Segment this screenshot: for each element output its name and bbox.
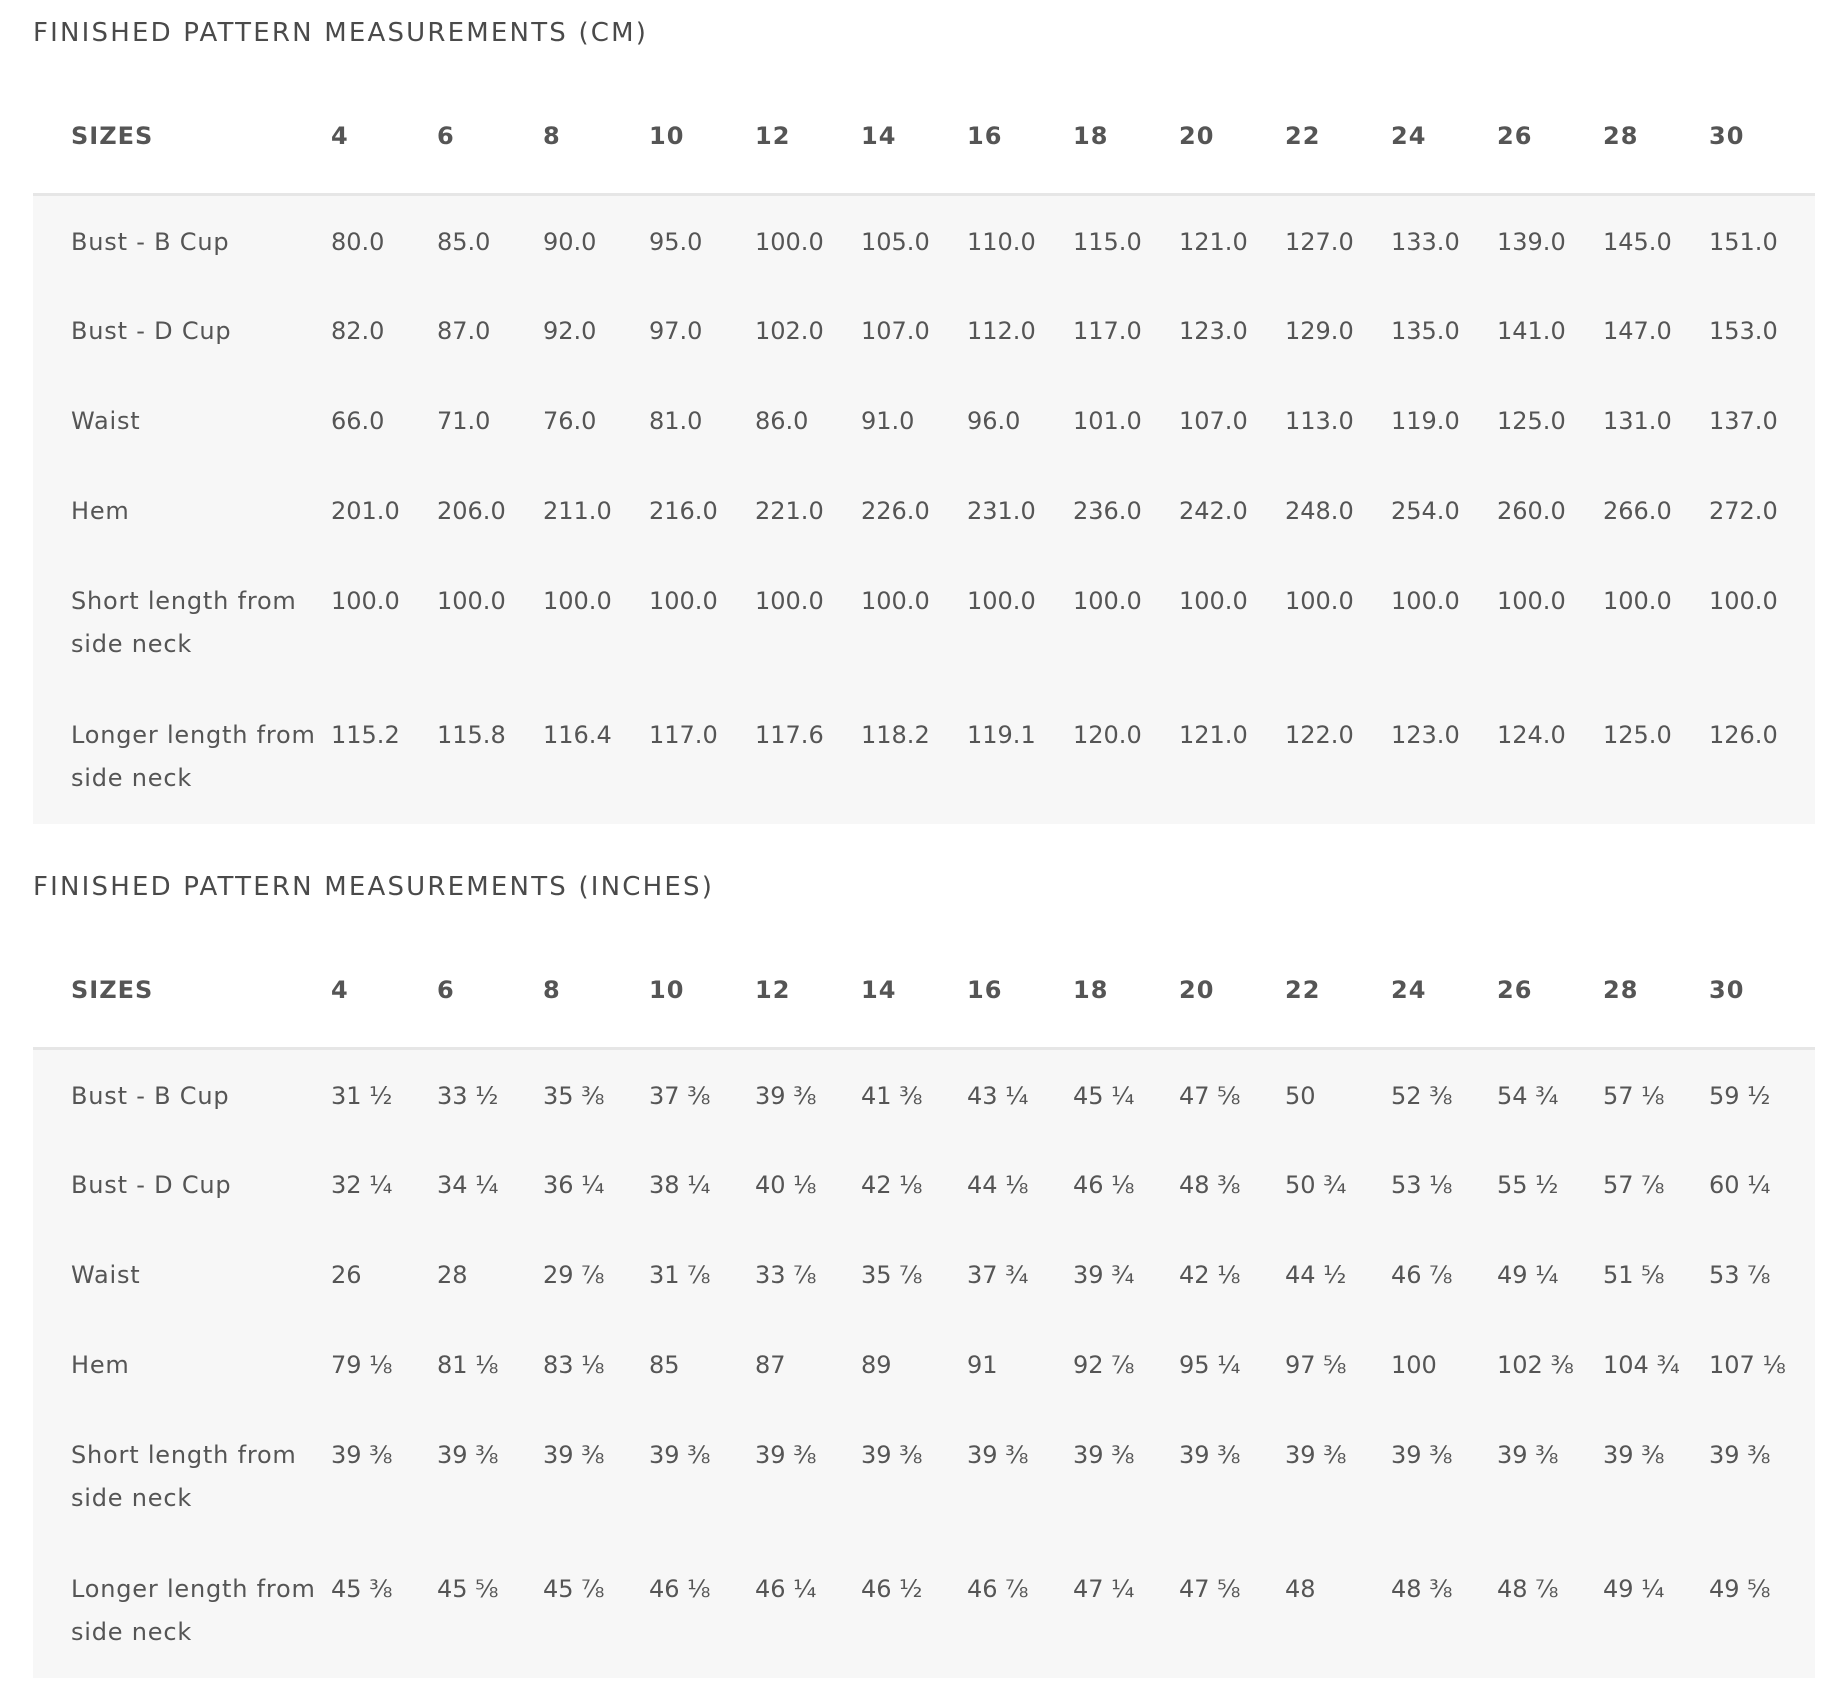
table-cell: 43 ¼ (967, 1082, 1029, 1110)
table-cell: 242.0 (1179, 497, 1248, 525)
table-cell: 135.0 (1391, 317, 1460, 345)
table-cell: 260.0 (1497, 497, 1566, 525)
table-cell: 151.0 (1709, 228, 1778, 256)
header-size: 28 (1603, 78, 1709, 195)
table-cell: 55 ½ (1497, 1171, 1559, 1199)
table-cell: 117.6 (755, 721, 824, 749)
table-cell: 81.0 (649, 407, 703, 435)
table-cell: 137.0 (1709, 407, 1778, 435)
table-cell: 97.0 (649, 317, 703, 345)
header-size: 4 (331, 78, 437, 195)
table-cell: 47 ⅝ (1179, 1575, 1241, 1603)
table-cell: 39 ⅜ (1073, 1441, 1135, 1469)
table-cell: 53 ⅛ (1391, 1171, 1453, 1199)
table-cell: 41 ⅜ (861, 1082, 923, 1110)
table-cell: 102 ⅜ (1497, 1351, 1574, 1379)
table-cell: 206.0 (437, 497, 506, 525)
table-cell: 221.0 (755, 497, 824, 525)
table-cell: 102.0 (755, 317, 824, 345)
table-cell: 46 ½ (861, 1575, 923, 1603)
row-label: Longer length from side neck (71, 721, 316, 792)
table-cell: 34 ¼ (437, 1171, 499, 1199)
header-spacer (33, 932, 71, 1049)
row-spacer (33, 376, 71, 466)
table-cell: 39 ⅜ (1391, 1441, 1453, 1469)
table-cell: 87.0 (437, 317, 491, 345)
table-cell: 53 ⅞ (1709, 1261, 1771, 1289)
row-label: Hem (71, 497, 130, 525)
table-cell: 129.0 (1285, 317, 1354, 345)
table-cell: 46 ⅛ (1073, 1171, 1135, 1199)
table-cell: 60 ¼ (1709, 1171, 1771, 1199)
row-spacer (33, 1230, 71, 1320)
table-cell: 85 (649, 1351, 680, 1379)
table-cell: 118.2 (861, 721, 930, 749)
table-cell: 48 ⅜ (1179, 1171, 1241, 1199)
table-cell: 86.0 (755, 407, 809, 435)
table-cell: 46 ⅞ (1391, 1261, 1453, 1289)
table-cell: 115.2 (331, 721, 400, 749)
header-size: 24 (1391, 78, 1497, 195)
table-row (33, 1049, 1815, 1141)
header-size: 20 (1179, 78, 1285, 195)
table-cell: 89 (861, 1351, 892, 1379)
table-cell: 123.0 (1391, 721, 1460, 749)
table-cell: 104 ¾ (1603, 1351, 1680, 1379)
table-row (33, 286, 1815, 376)
row-label: Bust - B Cup (71, 1082, 230, 1110)
table-cell: 83 ⅛ (543, 1351, 605, 1379)
row-spacer (33, 286, 71, 376)
header-size: 10 (649, 932, 755, 1049)
table-cell: 26 (331, 1261, 362, 1289)
header-size: 30 (1709, 78, 1815, 195)
table-cell: 139.0 (1497, 228, 1566, 256)
table-cell: 87 (755, 1351, 786, 1379)
row-label: Waist (71, 1261, 141, 1289)
header-size: 22 (1285, 932, 1391, 1049)
table-cell: 226.0 (861, 497, 930, 525)
table-cell: 79 ⅛ (331, 1351, 393, 1379)
table-cell: 50 (1285, 1082, 1316, 1110)
table-cell: 236.0 (1073, 497, 1142, 525)
table-cell: 117.0 (1073, 317, 1142, 345)
table-row (33, 376, 1815, 466)
table-cell: 28 (437, 1261, 468, 1289)
row-label: Bust - D Cup (71, 1171, 232, 1199)
table-cell: 201.0 (331, 497, 400, 525)
table-cell: 100.0 (437, 587, 506, 615)
table-cell: 90.0 (543, 228, 597, 256)
table-cell: 39 ⅜ (755, 1441, 817, 1469)
table-cell: 121.0 (1179, 721, 1248, 749)
table-cell: 121.0 (1179, 228, 1248, 256)
header-size: 12 (755, 78, 861, 195)
table-cell: 39 ⅜ (331, 1441, 393, 1469)
table-cell: 54 ¾ (1497, 1082, 1559, 1110)
table-cell: 57 ⅛ (1603, 1082, 1665, 1110)
row-spacer (33, 690, 71, 824)
measurements-table-inches (33, 932, 1815, 1678)
header-row (33, 932, 1815, 1049)
table-cell: 100.0 (649, 587, 718, 615)
table-cell: 49 ¼ (1603, 1575, 1665, 1603)
table-cell: 47 ¼ (1073, 1575, 1135, 1603)
table-header (33, 932, 1815, 1049)
header-size: 16 (967, 78, 1073, 195)
header-size: 20 (1179, 932, 1285, 1049)
table-body (33, 195, 1815, 825)
table-cell: 52 ⅜ (1391, 1082, 1453, 1110)
header-size: 14 (861, 932, 967, 1049)
measurements-table-cm (33, 78, 1815, 824)
header-size: 6 (437, 932, 543, 1049)
table-cell: 39 ⅜ (967, 1441, 1029, 1469)
header-size: 18 (1073, 78, 1179, 195)
table-cell: 100.0 (1709, 587, 1778, 615)
table-cell: 39 ⅜ (1497, 1441, 1559, 1469)
table-cell: 80.0 (331, 228, 385, 256)
table-cell: 100.0 (1391, 587, 1460, 615)
header-size: 18 (1073, 932, 1179, 1049)
table-cell: 40 ⅛ (755, 1171, 817, 1199)
table-cell: 105.0 (861, 228, 930, 256)
table-cell: 37 ¾ (967, 1261, 1029, 1289)
table-cell: 126.0 (1709, 721, 1778, 749)
table-cell: 31 ⅞ (649, 1261, 711, 1289)
table-cell: 39 ⅜ (543, 1441, 605, 1469)
table-cell: 32 ¼ (331, 1171, 393, 1199)
table-cell: 44 ⅛ (967, 1171, 1029, 1199)
table-cell: 100.0 (1285, 587, 1354, 615)
table-row (33, 1230, 1815, 1320)
table-cell: 85.0 (437, 228, 491, 256)
table-cell: 49 ⅝ (1709, 1575, 1771, 1603)
table-cell: 39 ¾ (1073, 1261, 1135, 1289)
table-cell: 45 ⅞ (543, 1575, 605, 1603)
table-cell: 48 (1285, 1575, 1316, 1603)
table-cell: 115.8 (437, 721, 506, 749)
table-cell: 110.0 (967, 228, 1036, 256)
table-cell: 100 (1391, 1351, 1437, 1379)
table-cell: 100.0 (967, 587, 1036, 615)
table-cell: 81 ⅛ (437, 1351, 499, 1379)
table-body (33, 1049, 1815, 1679)
header-size: 16 (967, 932, 1073, 1049)
table-cell: 231.0 (967, 497, 1036, 525)
table-cell: 39 ⅜ (1603, 1441, 1665, 1469)
table-cell: 100.0 (1497, 587, 1566, 615)
header-size: 8 (543, 78, 649, 195)
table-cell: 45 ¼ (1073, 1082, 1135, 1110)
row-spacer (33, 1410, 71, 1544)
header-size: 26 (1497, 932, 1603, 1049)
section-title-cm: FINISHED PATTERN MEASUREMENTS (CM) (33, 18, 649, 48)
header-size: 28 (1603, 932, 1709, 1049)
table-cell: 48 ⅞ (1497, 1575, 1559, 1603)
table-row (33, 690, 1815, 824)
table-cell: 100.0 (755, 587, 824, 615)
table-cell: 37 ⅜ (649, 1082, 711, 1110)
table-cell: 100.0 (755, 228, 824, 256)
table-cell: 117.0 (649, 721, 718, 749)
table-cell: 76.0 (543, 407, 597, 435)
table-cell: 95 ¼ (1179, 1351, 1241, 1379)
table-cell: 100.0 (1603, 587, 1672, 615)
table-cell: 141.0 (1497, 317, 1566, 345)
table-cell: 100.0 (861, 587, 930, 615)
table-cell: 57 ⅞ (1603, 1171, 1665, 1199)
table-cell: 100.0 (331, 587, 400, 615)
table-cell: 100.0 (1073, 587, 1142, 615)
table-cell: 107 ⅛ (1709, 1351, 1786, 1379)
header-size: 10 (649, 78, 755, 195)
table-cell: 133.0 (1391, 228, 1460, 256)
header-spacer (33, 78, 71, 195)
table-cell: 91.0 (861, 407, 915, 435)
table-cell: 39 ⅜ (755, 1082, 817, 1110)
header-sizes: SIZES (71, 932, 331, 1049)
table-cell: 131.0 (1603, 407, 1672, 435)
table-cell: 113.0 (1285, 407, 1354, 435)
header-sizes: SIZES (71, 78, 331, 195)
header-size: 8 (543, 932, 649, 1049)
table-cell: 39 ⅜ (1179, 1441, 1241, 1469)
table-cell: 50 ¾ (1285, 1171, 1347, 1199)
table-cell: 122.0 (1285, 721, 1354, 749)
table-cell: 51 ⅝ (1603, 1261, 1665, 1289)
table-row (33, 1140, 1815, 1230)
table-cell: 49 ¼ (1497, 1261, 1559, 1289)
table-cell: 147.0 (1603, 317, 1672, 345)
table-cell: 116.4 (543, 721, 612, 749)
table-cell: 101.0 (1073, 407, 1142, 435)
table-cell: 92 ⅞ (1073, 1351, 1135, 1379)
table-cell: 35 ⅞ (861, 1261, 923, 1289)
table-row (33, 195, 1815, 287)
table-cell: 125.0 (1603, 721, 1672, 749)
row-spacer (33, 466, 71, 556)
table-cell: 47 ⅝ (1179, 1082, 1241, 1110)
table-row (33, 1320, 1815, 1410)
table-cell: 107.0 (861, 317, 930, 345)
table-row (33, 466, 1815, 556)
table-cell: 211.0 (543, 497, 612, 525)
table-cell: 33 ⅞ (755, 1261, 817, 1289)
row-label: Bust - D Cup (71, 317, 232, 345)
table-row (33, 1410, 1815, 1544)
row-label: Waist (71, 407, 141, 435)
table-cell: 95.0 (649, 228, 703, 256)
header-size: 14 (861, 78, 967, 195)
table-cell: 266.0 (1603, 497, 1672, 525)
header-size: 26 (1497, 78, 1603, 195)
row-label: Hem (71, 1351, 130, 1379)
table-cell: 39 ⅜ (1285, 1441, 1347, 1469)
table-cell: 107.0 (1179, 407, 1248, 435)
table-cell: 38 ¼ (649, 1171, 711, 1199)
table-cell: 39 ⅜ (861, 1441, 923, 1469)
table-cell: 46 ⅛ (649, 1575, 711, 1603)
header-row (33, 78, 1815, 195)
row-spacer (33, 556, 71, 690)
table-cell: 145.0 (1603, 228, 1672, 256)
table-cell: 119.1 (967, 721, 1036, 749)
table-cell: 254.0 (1391, 497, 1460, 525)
table-cell: 127.0 (1285, 228, 1354, 256)
table-cell: 35 ⅜ (543, 1082, 605, 1110)
table-cell: 92.0 (543, 317, 597, 345)
table-cell: 112.0 (967, 317, 1036, 345)
row-label: Short length from side neck (71, 1441, 297, 1512)
header-size: 12 (755, 932, 861, 1049)
table-cell: 44 ½ (1285, 1261, 1347, 1289)
header-size: 30 (1709, 932, 1815, 1049)
table-cell: 59 ½ (1709, 1082, 1771, 1110)
row-label: Bust - B Cup (71, 228, 230, 256)
table-cell: 46 ⅞ (967, 1575, 1029, 1603)
table-cell: 97 ⅝ (1285, 1351, 1347, 1379)
table-row (33, 556, 1815, 690)
table-cell: 91 (967, 1351, 998, 1379)
table-cell: 100.0 (1179, 587, 1248, 615)
row-spacer (33, 1049, 71, 1141)
row-spacer (33, 1140, 71, 1230)
row-label: Longer length from side neck (71, 1575, 316, 1646)
row-spacer (33, 1544, 71, 1678)
table-cell: 39 ⅜ (437, 1441, 499, 1469)
table-cell: 124.0 (1497, 721, 1566, 749)
header-size: 24 (1391, 932, 1497, 1049)
table-cell: 125.0 (1497, 407, 1566, 435)
table-cell: 45 ⅝ (437, 1575, 499, 1603)
table-cell: 33 ½ (437, 1082, 499, 1110)
row-label: Short length from side neck (71, 587, 297, 658)
table-cell: 123.0 (1179, 317, 1248, 345)
table-cell: 42 ⅛ (861, 1171, 923, 1199)
table-cell: 66.0 (331, 407, 385, 435)
table-cell: 100.0 (543, 587, 612, 615)
header-size: 4 (331, 932, 437, 1049)
table-cell: 48 ⅜ (1391, 1575, 1453, 1603)
row-spacer (33, 1320, 71, 1410)
table-cell: 29 ⅞ (543, 1261, 605, 1289)
table-cell: 42 ⅛ (1179, 1261, 1241, 1289)
table-cell: 153.0 (1709, 317, 1778, 345)
table-cell: 31 ½ (331, 1082, 393, 1110)
header-size: 6 (437, 78, 543, 195)
table-cell: 45 ⅜ (331, 1575, 393, 1603)
table-cell: 82.0 (331, 317, 385, 345)
table-row (33, 1544, 1815, 1678)
table-cell: 120.0 (1073, 721, 1142, 749)
table-cell: 216.0 (649, 497, 718, 525)
table-cell: 46 ¼ (755, 1575, 817, 1603)
table-cell: 39 ⅜ (1709, 1441, 1771, 1469)
table-cell: 71.0 (437, 407, 491, 435)
table-cell: 115.0 (1073, 228, 1142, 256)
table-cell: 96.0 (967, 407, 1021, 435)
section-title-inches: FINISHED PATTERN MEASUREMENTS (INCHES) (33, 872, 715, 902)
table-cell: 36 ¼ (543, 1171, 605, 1199)
table-cell: 272.0 (1709, 497, 1778, 525)
table-cell: 248.0 (1285, 497, 1354, 525)
header-size: 22 (1285, 78, 1391, 195)
table-cell: 39 ⅜ (649, 1441, 711, 1469)
table-header (33, 78, 1815, 195)
row-spacer (33, 195, 71, 287)
table-cell: 119.0 (1391, 407, 1460, 435)
